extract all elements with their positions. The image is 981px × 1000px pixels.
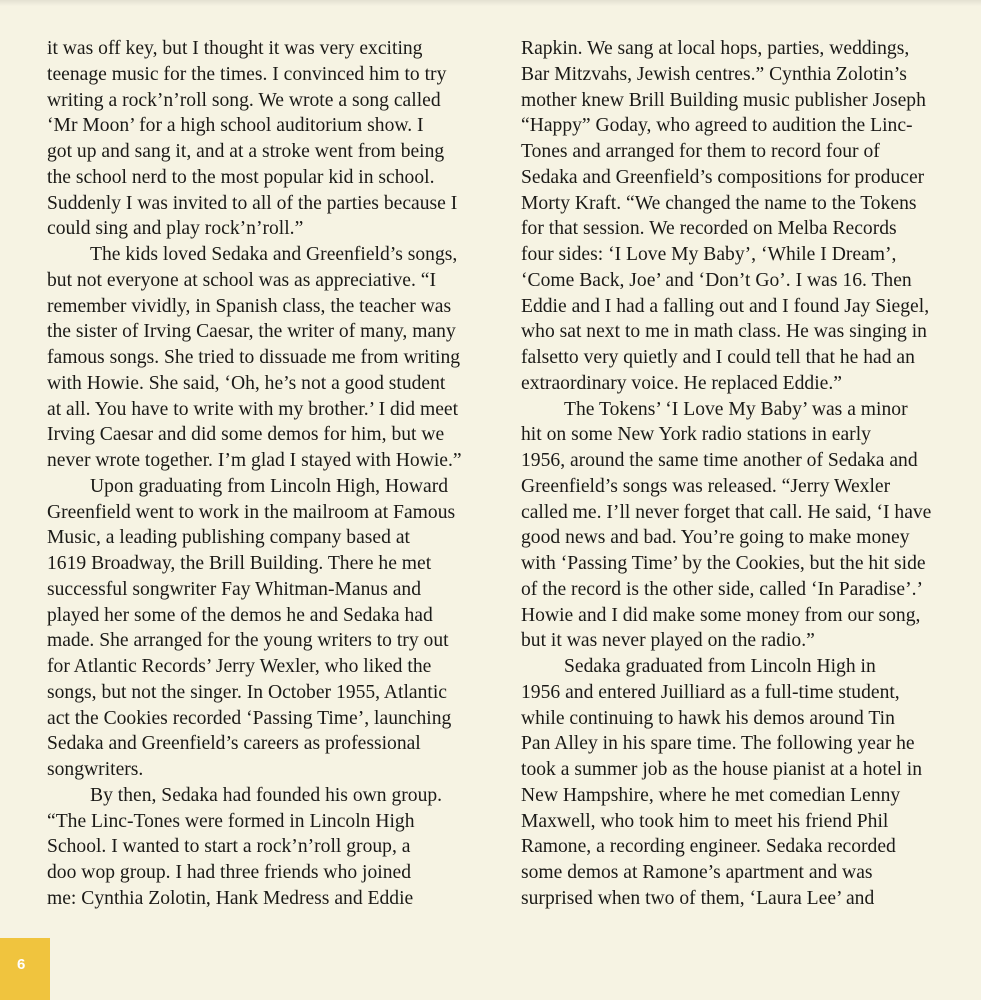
text-line: remember vividly, in Spanish class, the teacher was	[47, 295, 452, 317]
text-line: could sing and play rock’n’roll.”	[47, 218, 304, 240]
text-line: Upon graduating from Lincoln High, Howard	[90, 475, 449, 497]
text-line: while continuing to hawk his demos around Tin	[521, 707, 895, 729]
text-line: some demos at Ramone’s apartment and was	[521, 862, 873, 883]
page-number: 6	[17, 956, 26, 973]
text-line: extraordinary voice. He replaced Eddie.”	[521, 372, 842, 394]
text-line: but it was never played on the radio.”	[521, 630, 815, 652]
right-text-column	[521, 36, 957, 912]
text-line: Suddenly I was invited to all of the parties because I	[47, 192, 458, 214]
text-line: songs, but not the singer. In October 1955, Atlantic	[47, 681, 447, 703]
text-line: The kids loved Sedaka and Greenfield’s songs,	[90, 244, 458, 265]
text-line: act the Cookies recorded ‘Passing Time’, launching	[47, 707, 452, 729]
text-line: Maxwell, who took him to meet his friend Phil	[521, 810, 889, 832]
text-line: Morty Kraft. “We changed the name to the Tokens	[521, 192, 917, 214]
text-line: “Happy” Goday, who agreed to audition the Linc-	[521, 115, 913, 137]
text-line: with Howie. She said, ‘Oh, he’s not a good student	[47, 372, 446, 394]
text-line: me: Cynthia Zolotin, Hank Medress and Eddie	[47, 887, 414, 909]
text-line: doo wop group. I had three friends who joined	[47, 862, 412, 883]
text-line: Rapkin. We sang at local hops, parties, weddings,	[521, 38, 910, 59]
text-line: who sat next to me in math class. He was singing in	[521, 321, 927, 343]
text-line: New Hampshire, where he met comedian Lenny	[521, 784, 901, 806]
text-line: with ‘Passing Time’ by the Cookies, but the hit side	[521, 553, 926, 574]
text-line: 1619 Broadway, the Brill Building. There he met	[47, 553, 432, 574]
text-line: surprised when two of them, ‘Laura Lee’ and	[521, 887, 875, 909]
text-line: took a summer job as the house pianist at a hotel in	[521, 759, 923, 780]
text-line: it was off key, but I thought it was very exciting	[47, 38, 423, 59]
text-line: ‘Mr Moon’ for a high school auditorium show. I	[47, 115, 424, 137]
text-line: 1956, around the same time another of Sedaka and	[521, 450, 918, 471]
text-line: Pan Alley in his spare time. The following year he	[521, 733, 915, 755]
text-line: School. I wanted to start a rock’n’roll group, a	[47, 836, 411, 858]
text-line: The Tokens’ ‘I Love My Baby’ was a minor	[564, 398, 908, 420]
text-line: but not everyone at school was as appreciative. “I	[47, 269, 437, 291]
text-line: good news and bad. You’re going to make money	[521, 527, 910, 549]
text-line: made. She arranged for the young writers to try out	[47, 630, 449, 652]
text-line: hit on some New York radio stations in early	[521, 424, 871, 446]
text-line: four sides: ‘I Love My Baby’, ‘While I Dream’,	[521, 244, 897, 265]
text-line: for Atlantic Records’ Jerry Wexler, who liked the	[47, 656, 432, 677]
text-line: Sedaka and Greenfield’s compositions for producer	[521, 166, 925, 188]
text-line: Greenfield went to work in the mailroom at Famous	[47, 501, 456, 523]
text-line: for that session. We recorded on Melba Records	[521, 218, 897, 240]
text-line: Eddie and I had a falling out and I found Jay Siegel,	[521, 295, 930, 317]
text-line: Sedaka and Greenfield’s careers as professional	[47, 733, 421, 755]
text-line: at all. You have to write with my brother.’ I did meet	[47, 398, 459, 420]
text-line: played her some of the demos he and Sedaka had	[47, 604, 433, 626]
text-line: Tones and arranged for them to record four of	[521, 141, 880, 162]
text-line: Music, a leading publishing company based at	[47, 527, 410, 549]
text-line: never wrote together. I’m glad I stayed with Howie.”	[47, 450, 462, 471]
text-line: the school nerd to the most popular kid in school.	[47, 166, 435, 188]
text-line: songwriters.	[47, 759, 144, 780]
text-line: By then, Sedaka had founded his own group.	[90, 784, 443, 806]
text-line: of the record is the other side, called ‘In Paradise’.’	[521, 578, 924, 600]
text-line: Ramone, a recording engineer. Sedaka recorded	[521, 836, 896, 858]
text-line: got up and sang it, and at a stroke went from being	[47, 141, 445, 162]
text-line: famous songs. She tried to dissuade me from writing	[47, 347, 461, 368]
text-line: ‘Come Back, Joe’ and ‘Don’t Go’. I was 16. Then	[521, 269, 912, 291]
text-line: mother knew Brill Building music publisher Joseph	[521, 89, 926, 111]
text-line: 1956 and entered Juilliard as a full-time student,	[521, 681, 900, 703]
page-number-tab	[0, 938, 50, 1000]
text-line: falsetto very quietly and I could tell that he had an	[521, 347, 915, 368]
text-line: writing a rock’n’roll song. We wrote a song called	[47, 89, 441, 111]
text-line: “The Linc-Tones were formed in Lincoln High	[47, 810, 415, 832]
text-line: Bar Mitzvahs, Jewish centres.” Cynthia Zolotin’s	[521, 63, 907, 85]
text-line: the sister of Irving Caesar, the writer of many, many	[47, 321, 456, 343]
text-line: teenage music for the times. I convinced him to try	[47, 63, 447, 85]
text-line: successful songwriter Fay Whitman-Manus and	[47, 578, 422, 600]
text-line: Irving Caesar and did some demos for him, but we	[47, 424, 445, 446]
text-line: Greenfield’s songs was released. “Jerry Wexler	[521, 475, 891, 497]
left-text-column	[47, 36, 483, 912]
text-line: called me. I’ll never forget that call. He said, ‘I have	[521, 501, 932, 523]
text-line: Howie and I did make some money from our song,	[521, 604, 921, 626]
text-line: Sedaka graduated from Lincoln High in	[564, 656, 876, 677]
page-top-edge	[0, 0, 981, 6]
